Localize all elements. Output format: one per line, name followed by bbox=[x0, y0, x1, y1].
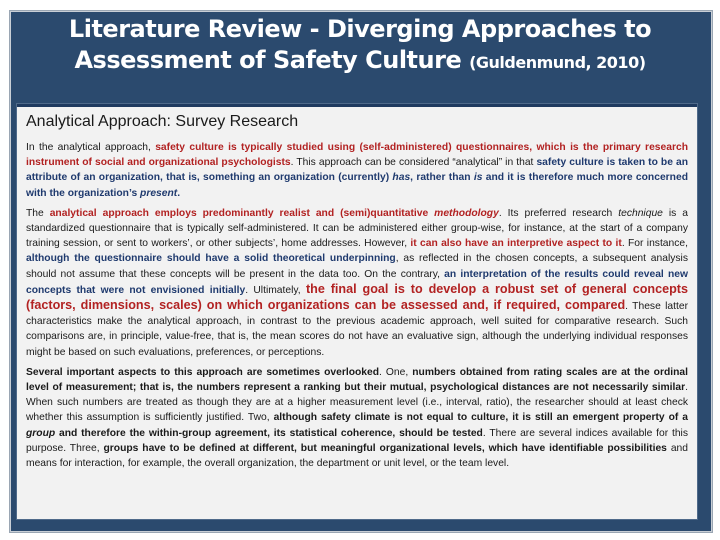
p1-highlight-attribute: , rather than bbox=[410, 172, 474, 184]
p3-text: . When such numbers are treated as though they are at a higher measurement level (i.e., interval, ratio), the researcher should at least check whether this assumption is sufficiently justified. Two, bbox=[26, 382, 688, 424]
p1-emphasis-has: has bbox=[392, 172, 411, 184]
title-line-1: Literature Review - Diverging Approaches to bbox=[68, 15, 652, 43]
p2-emphasis-methodology: methodology bbox=[434, 207, 499, 219]
paragraph-2 bbox=[26, 206, 688, 360]
section-heading-sub: : Survey Research bbox=[166, 113, 299, 130]
p2-text: . For instance, bbox=[621, 238, 688, 250]
p2-highlight-methodology: analytical approach employs predominantly realist and (semi)quantitative bbox=[49, 207, 435, 219]
p2-highlight-final-goal: the final goal is to develop a robust set of general concepts (factors, dimensions, scales) on which organizations can be assessed and, if required, compared bbox=[26, 281, 689, 313]
p2-highlight-new-concepts: an interpretation of the results could reveal new concepts that were not envisioned initially bbox=[26, 268, 689, 296]
p2-text: The bbox=[26, 207, 50, 219]
paragraph-1 bbox=[26, 140, 688, 201]
p3-highlight-overlooked: Several important aspects to this approach are sometimes overlooked bbox=[26, 366, 380, 378]
p1-text: . bbox=[177, 187, 181, 199]
p2-highlight-theoretical: although the questionnaire should have a solid theoretical underpinning bbox=[26, 253, 396, 265]
p1-highlight-questionnaires: safety culture is typically studied using (self-administered) questionnaires, which is the primary research instrument of social and organizational psychologists bbox=[26, 142, 688, 169]
p2-text: is a standardized questionnaire that is typically self-administered. It can be administered either group-wise, for instance, at the start of a company training session, or sent to workers’, or other subjects’, home addresses. However, bbox=[26, 207, 688, 250]
paragraph-3 bbox=[26, 365, 688, 471]
title-line-2-text: Assessment of Safety Culture bbox=[74, 46, 462, 74]
p1-emphasis-is: is bbox=[473, 172, 483, 184]
p2-text: . Ultimately, bbox=[245, 284, 306, 296]
p3-text: and means for interaction, for example, the overall organization, the department or unit level, or the team level. bbox=[26, 442, 688, 470]
content-body bbox=[26, 112, 688, 476]
p2-text: . These latter characteristics make the analytical approach, in contrast to the previous academic approach, well suited for comparative research. Such comparisons are, in principle, value-free, that is, the mean scores do not have an evaluative sign, although the underlying individual responses might be based on such evaluations, preferences, or perceptions. bbox=[26, 301, 689, 358]
title-line-2 bbox=[0, 45, 720, 78]
p1-highlight-attribute: safety culture is taken to be an attribute of an organization, that is, something an organization (currently) bbox=[26, 157, 688, 184]
p3-highlight-levels: groups have to be defined at different, but meaningful organizational levels, which have identifiable possibilities bbox=[103, 442, 667, 454]
p3-highlight-coherence: and therefore the within-group agreement, its statistical coherence, should be tested bbox=[55, 427, 483, 439]
p3-highlight-ordinal: numbers obtained from rating scales are at the ordinal level of measurement; that is, the numbers represent a ranking but their mutual, psychological distances are not necessarily similar bbox=[26, 366, 688, 394]
section-heading-main: Analytical Approach bbox=[26, 113, 167, 130]
p2-highlight-interpretive: it can also have an interpretive aspect to it bbox=[410, 238, 622, 250]
p2-text: . Its preferred research bbox=[498, 207, 619, 219]
p3-emphasis-group: group bbox=[26, 427, 56, 439]
p1-text: In the analytical approach, bbox=[26, 142, 156, 153]
p3-text: . One, bbox=[379, 366, 413, 378]
p3-highlight-climate: although safety climate is not equal to culture, it is still an emergent property of a bbox=[273, 412, 688, 424]
p1-text: . This approach can be considered “analytical” in that bbox=[290, 157, 537, 169]
p3-text: . There are several indices available for this purpose. Three, bbox=[26, 427, 688, 454]
p1-highlight-attribute: and it is therefore much more concerned with the organization’s bbox=[26, 172, 688, 199]
p2-emphasis-technique: technique bbox=[618, 207, 663, 219]
content-panel bbox=[16, 103, 698, 520]
slide-title bbox=[0, 14, 720, 78]
p1-emphasis-present: present bbox=[140, 187, 178, 199]
section-heading bbox=[26, 112, 688, 132]
p2-text: , as reflected in the chosen concepts, a subsequent analysis should not assume that these concepts will be present in the data too. On the contrary, bbox=[26, 253, 688, 280]
title-citation: (Guldenmund, 2010) bbox=[469, 53, 646, 72]
